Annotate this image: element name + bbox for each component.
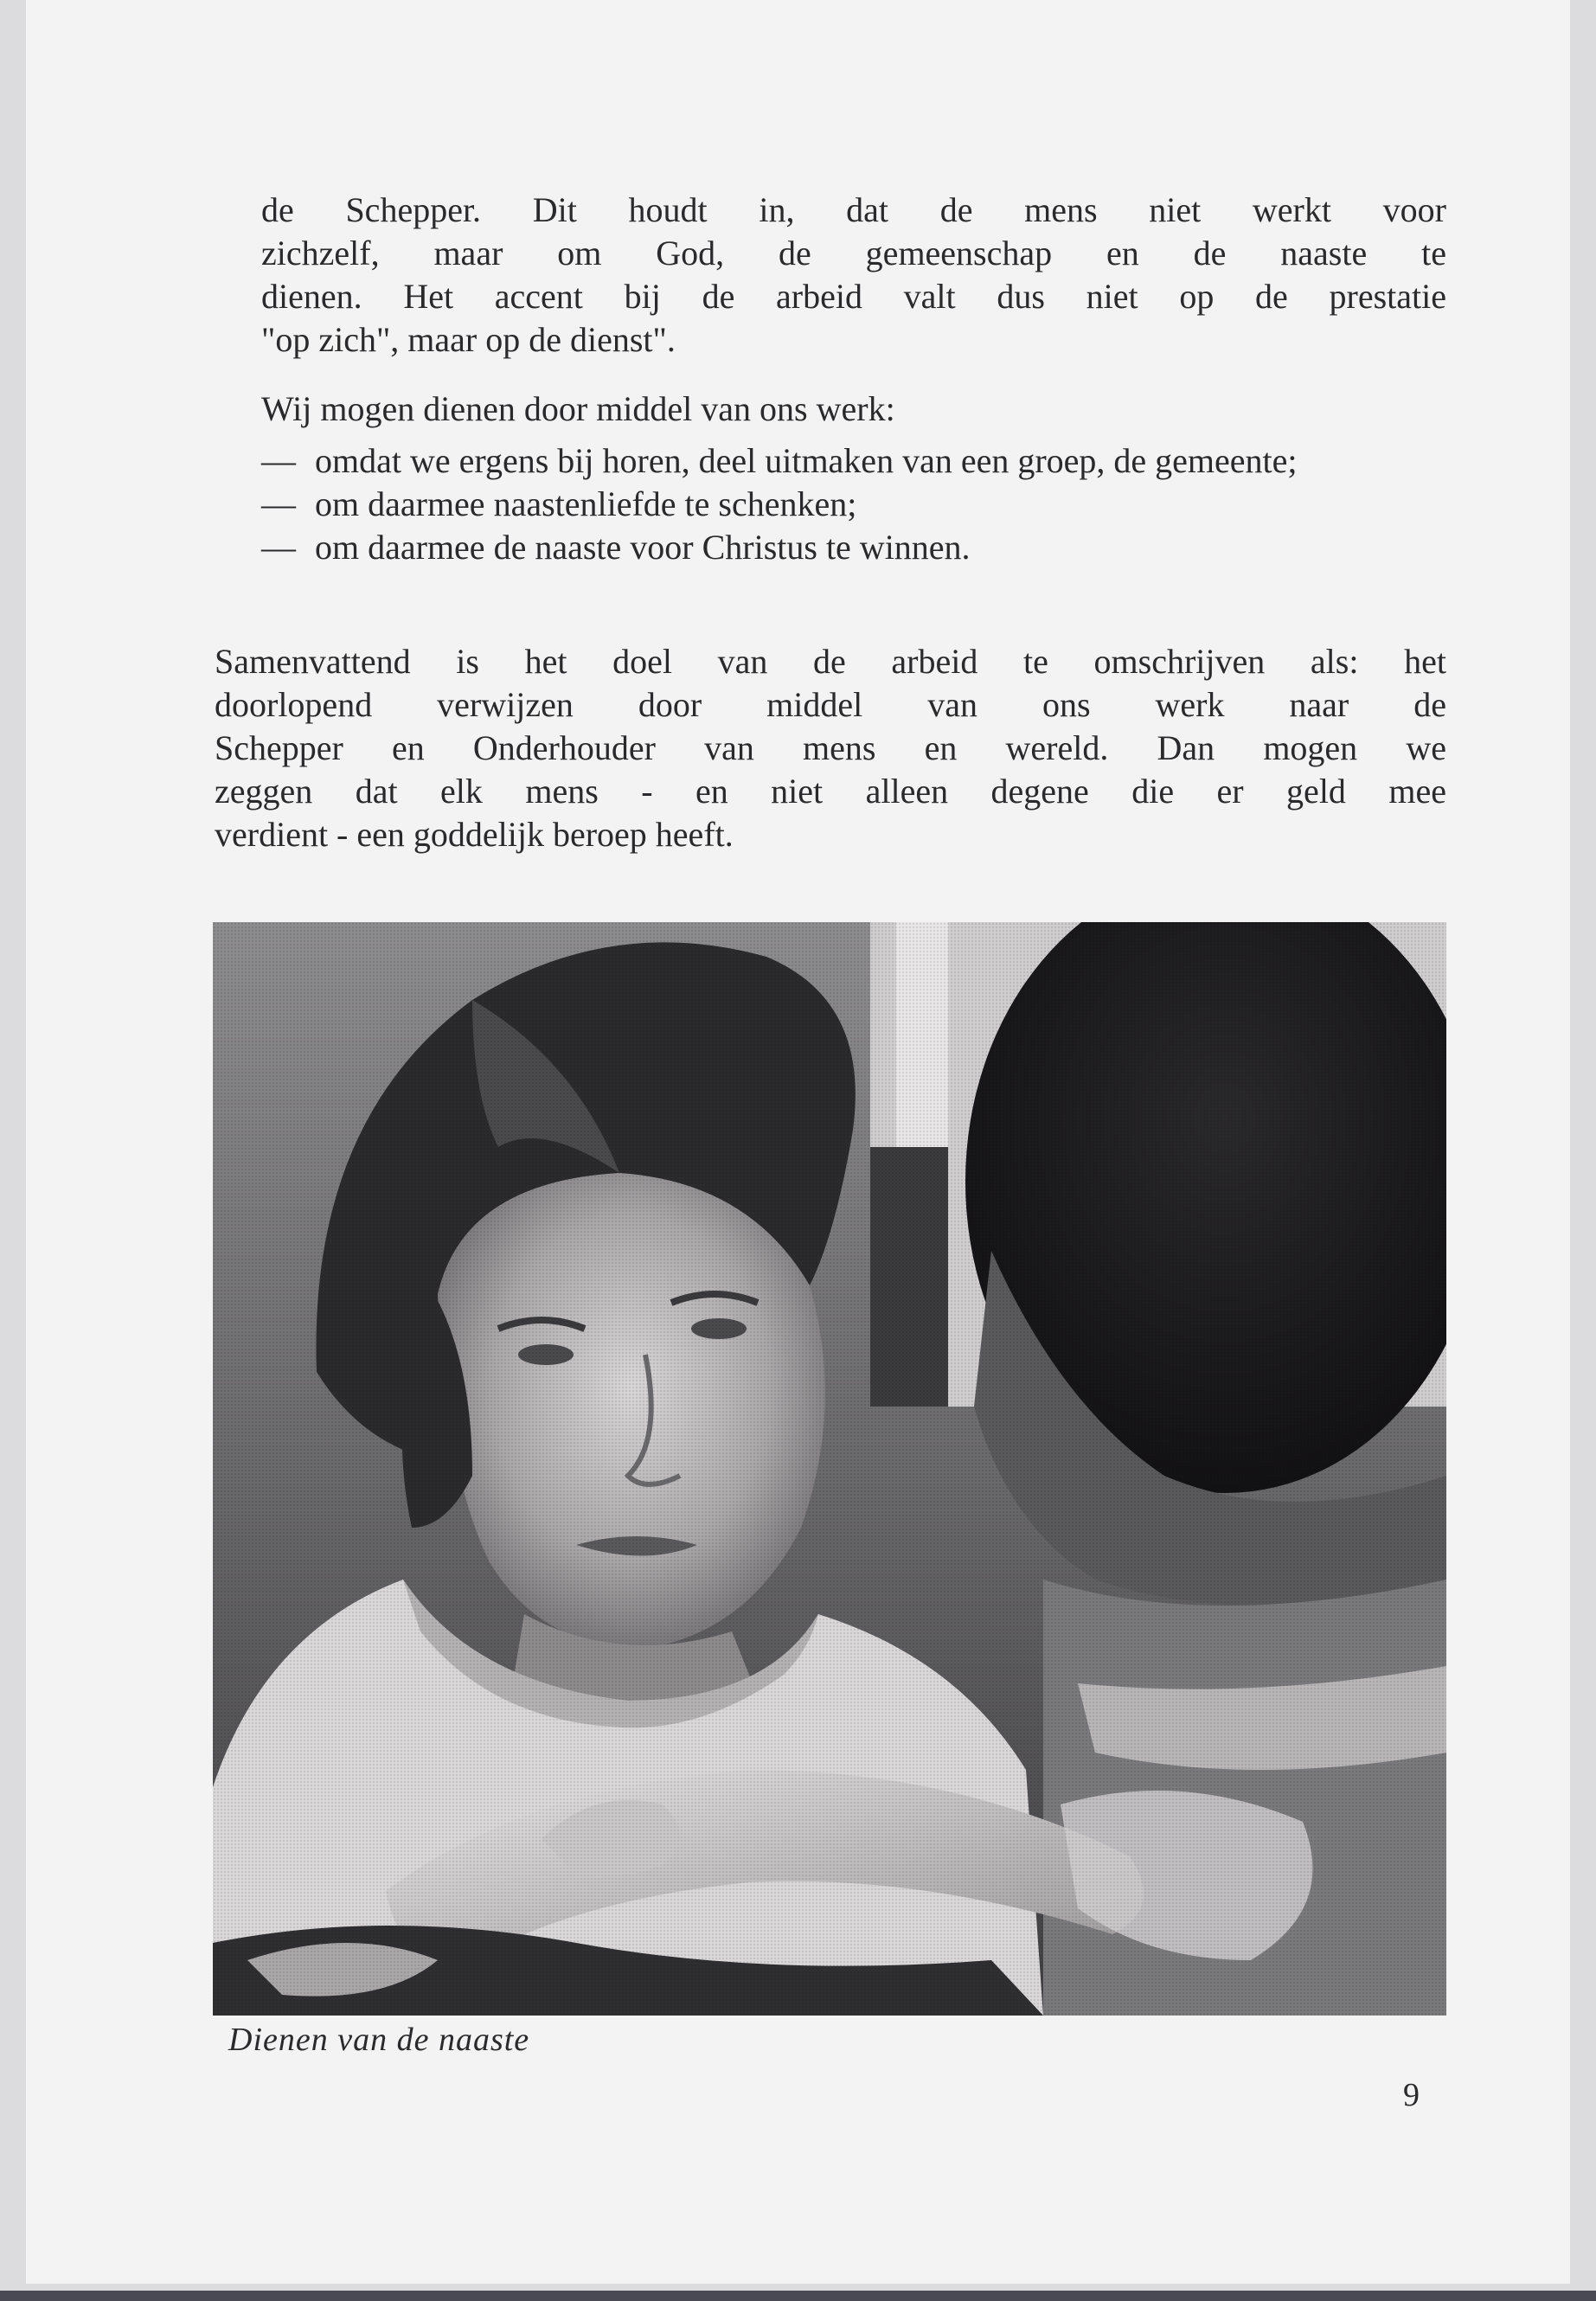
text-line: de Schepper. Dit houdt in, dat de mens niet werkt voor	[261, 190, 1446, 229]
text-line: Schepper en Onderhouder van mens en wereld. Dan mogen we	[215, 728, 1446, 767]
text-line: zichzelf, maar om God, de gemeenschap en de naaste te	[261, 234, 1446, 272]
dash-bullet: —	[261, 528, 296, 567]
dash-bullet: —	[261, 441, 296, 480]
list-item-text: omdat we ergens bij horen, deel uitmaken van een groep, de gemeente;	[315, 441, 1298, 480]
list-item	[261, 526, 1386, 569]
page-number: 9	[1403, 2077, 1420, 2113]
scan-bottom-edge	[0, 2291, 1596, 2301]
list-item-text: om daarmee naastenliefde te schenken;	[315, 484, 857, 523]
list-item	[261, 439, 1386, 483]
text-line: Samenvattend is het doel van de arbeid te omschrijven als: het	[215, 642, 1446, 681]
photograph	[213, 922, 1446, 2016]
text-line: dienen. Het accent bij de arbeid valt dus niet op de prestatie	[261, 277, 1446, 316]
list-item-text: om daarmee de naaste voor Christus te winnen.	[315, 528, 971, 567]
boy-with-adult-photo	[213, 922, 1446, 2016]
dash-list	[261, 439, 1386, 569]
list-intro: Wij mogen dienen door middel van ons werk:	[261, 389, 895, 428]
text-line: verdient - een goddelijk beroep heeft.	[215, 815, 734, 854]
photo-caption: Dienen van de naaste	[228, 2022, 530, 2058]
text-line: zeggen dat elk mens - en niet alleen degene die er geld mee	[215, 772, 1446, 811]
list-item	[261, 483, 1386, 526]
paragraph-continued	[261, 189, 1446, 362]
dash-bullet: —	[261, 484, 296, 523]
text-line: doorlopend verwijzen door middel van ons werk naar de	[215, 685, 1446, 724]
text-line: "op zich", maar op de dienst".	[261, 320, 676, 359]
summary-paragraph	[215, 640, 1446, 856]
book-page	[26, 0, 1570, 2284]
